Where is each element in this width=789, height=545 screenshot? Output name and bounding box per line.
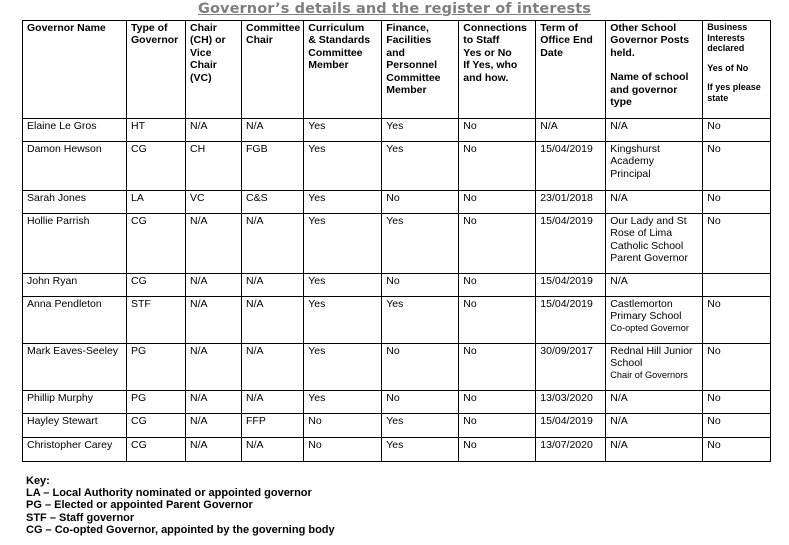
cell-text: N/A: [610, 275, 628, 287]
cell-text: No: [707, 192, 721, 204]
cell-text: No: [707, 392, 721, 404]
table-cell: [536, 119, 606, 142]
cell-text: No: [308, 439, 322, 451]
key-legend: [26, 475, 335, 536]
governor-register-table: [22, 20, 771, 462]
table-cell: [459, 274, 536, 297]
table-cell: [536, 414, 606, 438]
table-cell: [304, 438, 382, 462]
cell-text: School: [610, 357, 643, 370]
header-line: and how.: [463, 71, 509, 84]
cell-text: N/A: [610, 120, 628, 132]
table-cell: [242, 438, 304, 462]
cell-text: Yes: [308, 298, 326, 310]
table-cell: [186, 191, 242, 214]
cell-text: CG: [131, 143, 147, 155]
cell-text: N/A: [610, 439, 628, 451]
cell-text: Elaine Le Gros: [27, 120, 97, 132]
header-line: Interests: [707, 32, 745, 43]
cell-text: No: [386, 275, 400, 287]
header-row: [23, 21, 771, 119]
table-cell: [703, 119, 771, 142]
table-cell: [23, 214, 127, 274]
cell-text: VC: [190, 192, 205, 204]
column-header: [382, 21, 459, 119]
table-cell: [703, 274, 771, 297]
cell-text-small: Co-opted Governor: [610, 322, 689, 333]
cell-text: N/A: [246, 392, 264, 404]
table-cell: [459, 191, 536, 214]
cell-text: N/A: [246, 298, 264, 310]
table-cell: [127, 414, 186, 438]
header-line: Committee: [386, 71, 441, 84]
header-line: Name of school: [610, 71, 689, 84]
header-line: Yes of No: [707, 62, 749, 73]
cell-text: N/A: [610, 192, 628, 204]
cell-text: N/A: [190, 215, 208, 227]
table-cell: [382, 344, 459, 391]
cell-text: Hayley Stewart: [27, 415, 98, 427]
header-line: and governor: [610, 83, 678, 96]
table-cell: [703, 414, 771, 438]
cell-text: Yes: [386, 415, 404, 427]
table-cell: [536, 274, 606, 297]
table-cell: [536, 438, 606, 462]
cell-text: Our Lady and St: [610, 215, 687, 227]
cell-text: Yes: [308, 392, 326, 404]
cell-text: No: [463, 143, 477, 155]
cell-text: 23/01/2018: [540, 192, 593, 204]
header-line: Type of: [131, 22, 168, 34]
cell-text: N/A: [190, 415, 208, 427]
table-cell: [459, 438, 536, 462]
cell-text: No: [707, 298, 721, 310]
table-cell: [186, 142, 242, 191]
table-cell: [606, 119, 703, 142]
table-cell: [703, 391, 771, 414]
cell-text: Catholic School: [610, 239, 684, 252]
cell-text: N/A: [190, 298, 208, 310]
cell-text: No: [463, 439, 477, 451]
header-line: Facilities: [386, 34, 432, 47]
table-cell: [536, 344, 606, 391]
header-line: Term of: [540, 22, 578, 34]
header-line: Vice: [190, 46, 212, 59]
table-cell: [536, 214, 606, 274]
table-cell: [703, 344, 771, 391]
table-cell: [606, 438, 703, 462]
column-header: [606, 21, 703, 119]
column-header: [536, 21, 606, 119]
table-cell: [606, 344, 703, 391]
cell-text: Parent Governor: [610, 252, 688, 265]
cell-text: Yes: [308, 192, 326, 204]
table-cell: [186, 297, 242, 344]
cell-text: Yes: [386, 298, 404, 310]
table-cell: [23, 119, 127, 142]
cell-text: CG: [131, 415, 147, 427]
header-line: Committee: [246, 22, 301, 34]
header-line: to Staff: [463, 34, 500, 47]
table-row: [23, 414, 771, 438]
cell-text: 13/07/2020: [540, 439, 593, 451]
table-cell: [304, 414, 382, 438]
table-cell: [459, 142, 536, 191]
table-row: [23, 297, 771, 344]
cell-text: Kingshurst: [610, 143, 660, 155]
cell-text: No: [463, 345, 477, 357]
cell-text: Yes: [386, 143, 404, 155]
column-header: [127, 21, 186, 119]
header-line: Curriculum: [308, 22, 365, 34]
cell-text: N/A: [190, 275, 208, 287]
cell-text: Anna Pendleton: [27, 298, 102, 310]
table-cell: [242, 214, 304, 274]
table-cell: [382, 414, 459, 438]
column-header: [459, 21, 536, 119]
cell-text: No: [707, 415, 721, 427]
table-cell: [382, 391, 459, 414]
header-line: and: [386, 46, 405, 59]
table-cell: [536, 297, 606, 344]
cell-text-small: Chair of Governors: [610, 369, 688, 380]
header-line: Governor Name: [27, 22, 106, 34]
cell-text: Christopher Carey: [27, 439, 113, 451]
cell-text: HT: [131, 120, 145, 132]
cell-text: N/A: [190, 439, 208, 451]
table-cell: [242, 297, 304, 344]
table-cell: [459, 119, 536, 142]
cell-text: N/A: [540, 120, 558, 132]
cell-text: CG: [131, 439, 147, 451]
table-cell: [127, 274, 186, 297]
table-cell: [703, 214, 771, 274]
cell-text: No: [463, 275, 477, 287]
cell-text: 13/03/2020: [540, 392, 593, 404]
table-cell: [703, 438, 771, 462]
cell-text: No: [386, 345, 400, 357]
cell-text: No: [707, 345, 721, 357]
table-cell: [382, 297, 459, 344]
key-item-la: LA – Local Authority nominated or appointed governor: [26, 487, 312, 500]
table-row: [23, 214, 771, 274]
table-cell: [606, 414, 703, 438]
cell-text: Hollie Parrish: [27, 215, 90, 227]
cell-text: 15/04/2019: [540, 415, 593, 427]
column-header: [703, 21, 771, 119]
table-cell: [606, 274, 703, 297]
table-row: [23, 191, 771, 214]
table-cell: [127, 119, 186, 142]
header-line: state: [707, 92, 729, 103]
cell-text: 15/04/2019: [540, 275, 593, 287]
cell-text: Primary School: [610, 310, 682, 323]
cell-text: N/A: [246, 275, 264, 287]
table-cell: [606, 297, 703, 344]
table-cell: [186, 119, 242, 142]
header-line: Other School: [610, 22, 677, 34]
cell-text: N/A: [246, 345, 264, 357]
cell-text: PG: [131, 345, 147, 357]
cell-text: John Ryan: [27, 275, 78, 287]
table-cell: [459, 214, 536, 274]
cell-text: N/A: [246, 439, 264, 451]
header-line: Member: [386, 84, 427, 97]
page-title: Governor’s details and the register of interests: [197, 1, 592, 17]
table-cell: [304, 142, 382, 191]
cell-text: Yes: [386, 439, 404, 451]
cell-text: STF: [131, 298, 151, 310]
table-cell: [242, 274, 304, 297]
header-line: Finance,: [386, 22, 429, 34]
table-cell: [127, 191, 186, 214]
header-line: Chair: [246, 34, 273, 47]
table-cell: [242, 391, 304, 414]
table-cell: [304, 119, 382, 142]
column-header: [23, 21, 127, 119]
cell-text: Castlemorton: [610, 298, 673, 310]
table-cell: [382, 119, 459, 142]
cell-text: N/A: [190, 345, 208, 357]
cell-text: Rednal Hill Junior: [610, 345, 693, 357]
header-line: Personnel: [386, 59, 438, 72]
table-cell: [382, 191, 459, 214]
cell-text: No: [707, 215, 721, 227]
column-header: [242, 21, 304, 119]
table-cell: [304, 344, 382, 391]
table-cell: [304, 191, 382, 214]
header-line: Yes or No: [463, 46, 512, 59]
cell-text: 15/04/2019: [540, 215, 593, 227]
cell-text: Phillip Murphy: [27, 392, 93, 404]
cell-text: Yes: [308, 275, 326, 287]
header-line: Date: [540, 46, 564, 59]
cell-text: 15/04/2019: [540, 143, 593, 155]
cell-text: CG: [131, 215, 147, 227]
cell-text: Principal: [610, 167, 651, 180]
table-cell: [127, 142, 186, 191]
table-cell: [186, 274, 242, 297]
cell-text: No: [707, 143, 721, 155]
header-line: (VC): [190, 71, 212, 84]
cell-text: 15/04/2019: [540, 298, 593, 310]
cell-text: CH: [190, 143, 206, 155]
header-line: Committee: [308, 46, 363, 59]
table-cell: [703, 191, 771, 214]
cell-text: FFP: [246, 415, 266, 427]
table-row: [23, 142, 771, 191]
table-cell: [127, 438, 186, 462]
key-item-cg: CG – Co-opted Governor, appointed by the governing body: [26, 523, 335, 536]
table-cell: [382, 214, 459, 274]
column-header: [186, 21, 242, 119]
cell-text: No: [308, 415, 322, 427]
cell-text: No: [386, 192, 400, 204]
table-cell: [382, 274, 459, 297]
cell-text: No: [463, 192, 477, 204]
table-cell: [606, 214, 703, 274]
table-cell: [606, 142, 703, 191]
cell-text: No: [463, 298, 477, 310]
cell-text: PG: [131, 392, 147, 404]
table-cell: [23, 391, 127, 414]
table-row: [23, 438, 771, 462]
table-cell: [127, 344, 186, 391]
header-line: Member: [308, 59, 349, 72]
table-cell: [536, 142, 606, 191]
table-cell: [127, 297, 186, 344]
table-cell: [382, 438, 459, 462]
cell-text: No: [386, 392, 400, 404]
cell-text: N/A: [610, 392, 628, 404]
header-line: Governor Posts: [610, 34, 690, 47]
table-cell: [127, 391, 186, 414]
cell-text: C&S: [246, 192, 268, 204]
cell-text: Sarah Jones: [27, 192, 86, 204]
table-cell: [186, 214, 242, 274]
table-cell: [242, 119, 304, 142]
cell-text: No: [463, 215, 477, 227]
table-cell: [186, 344, 242, 391]
header-line: Chair: [190, 22, 217, 34]
header-line: Chair: [190, 59, 217, 72]
cell-text: Damon Hewson: [27, 143, 102, 155]
cell-text: Academy: [610, 155, 655, 168]
cell-text: No: [463, 415, 477, 427]
table-cell: [304, 274, 382, 297]
table-cell: [23, 344, 127, 391]
header-line: If Yes, who: [463, 59, 518, 72]
cell-text: Mark Eaves-Seeley: [27, 345, 119, 357]
table-cell: [242, 344, 304, 391]
table-cell: [703, 297, 771, 344]
table-cell: [23, 297, 127, 344]
key-heading: Key:: [26, 475, 50, 487]
header-line: Connections: [463, 22, 527, 34]
cell-text: Yes: [386, 120, 404, 132]
table-cell: [606, 391, 703, 414]
table-row: [23, 344, 771, 391]
table-cell: [23, 274, 127, 297]
table-cell: [304, 214, 382, 274]
table-cell: [23, 414, 127, 438]
cell-text: Yes: [308, 345, 326, 357]
header-line: Business: [707, 22, 748, 32]
table-cell: [23, 438, 127, 462]
header-line: Office End: [540, 34, 593, 47]
table-cell: [242, 414, 304, 438]
header-line: type: [610, 96, 632, 109]
key-item-pg: PG – Elected or appointed Parent Governor: [26, 499, 253, 512]
cell-text: N/A: [190, 392, 208, 404]
cell-text: Yes: [308, 215, 326, 227]
table-cell: [304, 297, 382, 344]
cell-text: LA: [131, 192, 144, 204]
cell-text: No: [707, 439, 721, 451]
table-cell: [23, 191, 127, 214]
header-line: Governor: [131, 34, 179, 47]
table-cell: [459, 297, 536, 344]
table-body: [23, 119, 771, 462]
header-line: (CH) or: [190, 34, 226, 47]
table-cell: [459, 391, 536, 414]
column-header: [304, 21, 382, 119]
cell-text: No: [463, 392, 477, 404]
cell-text: N/A: [246, 120, 264, 132]
header-line: declared: [707, 43, 745, 53]
table-cell: [536, 191, 606, 214]
table-cell: [703, 142, 771, 191]
cell-text: Yes: [386, 215, 404, 227]
cell-text: No: [707, 120, 721, 132]
cell-text: CG: [131, 275, 147, 287]
table-cell: [23, 142, 127, 191]
table-cell: [127, 214, 186, 274]
cell-text: Rose of Lima: [610, 227, 673, 240]
table-cell: [459, 414, 536, 438]
table-row: [23, 391, 771, 414]
table-cell: [186, 438, 242, 462]
table-cell: [536, 391, 606, 414]
table-row: [23, 119, 771, 142]
cell-text: N/A: [246, 215, 264, 227]
header-line: & Standards: [308, 34, 371, 47]
table-cell: [459, 344, 536, 391]
header-line: If yes please: [707, 82, 761, 92]
table-cell: [606, 191, 703, 214]
cell-text: No: [463, 120, 477, 132]
cell-text: Yes: [308, 143, 326, 155]
table-cell: [242, 142, 304, 191]
table-cell: [186, 414, 242, 438]
key-item-stf: STF – Staff governor: [26, 511, 135, 524]
table-cell: [242, 191, 304, 214]
table-row: [23, 274, 771, 297]
cell-text: N/A: [190, 120, 208, 132]
cell-text: N/A: [610, 415, 628, 427]
cell-text: FGB: [246, 143, 268, 155]
table-cell: [186, 391, 242, 414]
cell-text: 30/09/2017: [540, 345, 593, 357]
cell-text: Yes: [308, 120, 326, 132]
header-line: held.: [610, 46, 635, 59]
table-cell: [304, 391, 382, 414]
table-cell: [382, 142, 459, 191]
